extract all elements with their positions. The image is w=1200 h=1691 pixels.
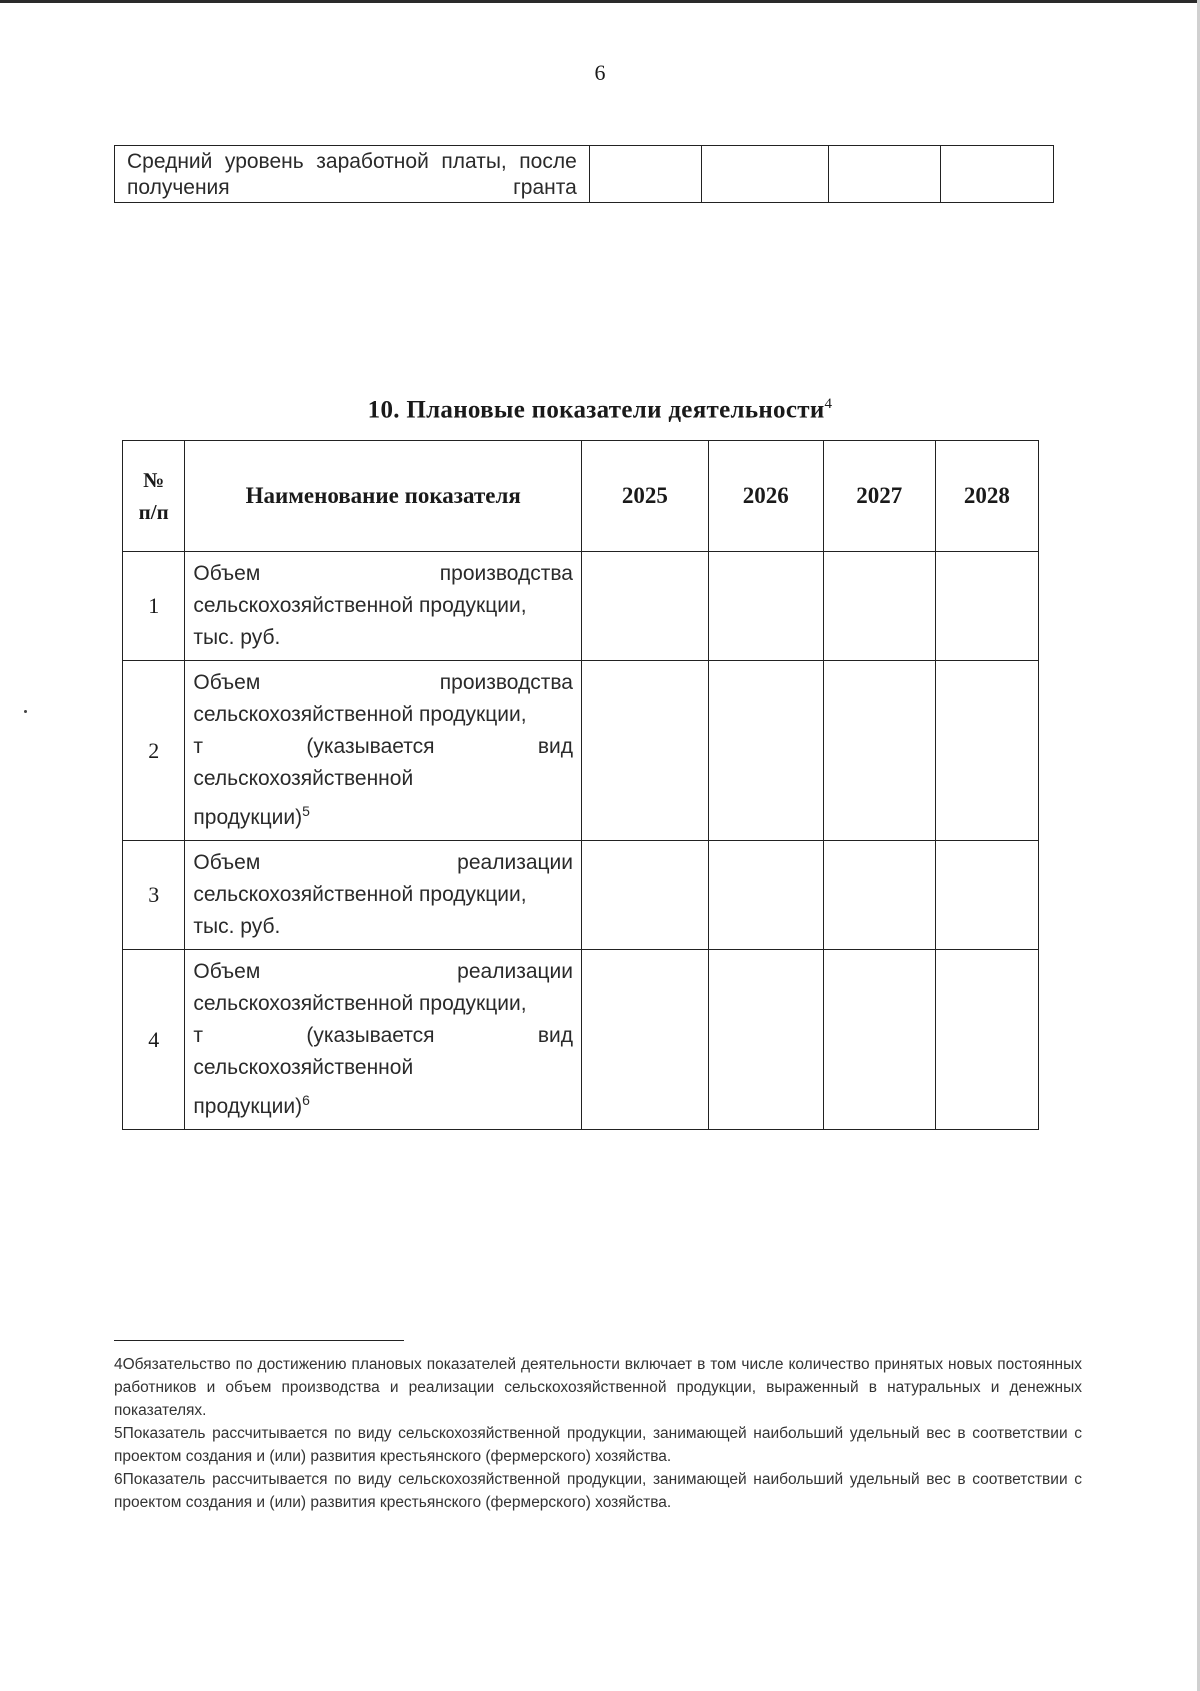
row-number: 3 xyxy=(123,841,185,950)
row-text-line: Объем производства xyxy=(193,562,573,585)
header-name: Наименование показателя xyxy=(185,441,582,552)
footnote-4: 4Обязательство по достижению плановых показателей деятельности включает в том числе количество принятых новых постоянных работников и объем производства и реализации сельскохозяйственной продукции, выраженный в натуральных и денежных показателях. xyxy=(114,1356,1082,1419)
row-indicator-name xyxy=(185,661,582,841)
value-cell-2026 xyxy=(708,841,823,950)
salary-cell-1 xyxy=(589,146,702,203)
row-text-line: сельскохозяйственной продукции, xyxy=(193,703,527,726)
table-row xyxy=(123,841,1039,950)
value-cell-2027 xyxy=(823,950,935,1130)
row-text-line: Объем реализации xyxy=(193,960,573,983)
row-text-line: Объем реализации xyxy=(193,851,573,874)
row-text-line: тыс. руб. xyxy=(193,915,281,938)
value-cell-2027 xyxy=(823,552,935,661)
scan-edge-top xyxy=(0,0,1200,3)
header-year-2026: 2026 xyxy=(708,441,823,552)
row-indicator-name xyxy=(185,841,582,950)
row-text-line xyxy=(193,795,573,834)
row-text-line: сельскохозяйственной xyxy=(193,767,414,790)
value-cell-2026 xyxy=(708,661,823,841)
footnotes xyxy=(114,1353,1082,1514)
value-cell-2026 xyxy=(708,552,823,661)
salary-cell-2 xyxy=(702,146,828,203)
footnote-6: 6Показатель рассчитывается по виду сельскохозяйственной продукции, занимающей наибольший удельный вес в соответствии с проектом создания и (или) развития крестьянского (фермерского) хозяйства. xyxy=(114,1471,1082,1511)
header-number xyxy=(123,441,185,552)
value-cell-2028 xyxy=(935,841,1038,950)
row-text-line: Объем производства xyxy=(193,671,573,694)
value-cell-2025 xyxy=(582,552,709,661)
indicators-table xyxy=(122,440,1039,1130)
salary-table xyxy=(114,145,1054,203)
table-row xyxy=(123,950,1039,1130)
row-text-line: т (указывается вид xyxy=(193,735,573,758)
salary-row xyxy=(115,146,1054,203)
salary-label: Средний уровень заработной платы, после получения гранта xyxy=(115,146,590,203)
table-header-row xyxy=(123,441,1039,552)
row-text-line: тыс. руб. xyxy=(193,626,281,649)
row-text-line: сельскохозяйственной продукции, xyxy=(193,883,527,906)
value-cell-2028 xyxy=(935,950,1038,1130)
row-text-line: т (указывается вид xyxy=(193,1024,573,1047)
table-row xyxy=(123,661,1039,841)
value-cell-2026 xyxy=(708,950,823,1130)
row-indicator-name xyxy=(185,950,582,1130)
header-number-symbol: № xyxy=(143,468,165,492)
header-year-2028: 2028 xyxy=(935,441,1038,552)
footnote-ref: 6 xyxy=(302,1092,310,1108)
page-number: 6 xyxy=(594,60,606,85)
value-cell-2025 xyxy=(582,841,709,950)
value-cell-2027 xyxy=(823,661,935,841)
section-title xyxy=(0,396,1200,424)
row-number: 2 xyxy=(123,661,185,841)
salary-cell-3 xyxy=(828,146,941,203)
scan-speck xyxy=(24,710,27,713)
row-text-line xyxy=(193,1084,573,1123)
row-number: 1 xyxy=(123,552,185,661)
row-text-line-end: продукции) xyxy=(193,1095,303,1118)
row-number: 4 xyxy=(123,950,185,1130)
row-text-line: сельскохозяйственной продукции, xyxy=(193,594,527,617)
value-cell-2027 xyxy=(823,841,935,950)
footnote-5: 5Показатель рассчитывается по виду сельскохозяйственной продукции, занимающей наибольший удельный вес в соответствии с проектом создания и (или) развития крестьянского (фермерского) хозяйства. xyxy=(114,1425,1082,1465)
row-text-line: сельскохозяйственной xyxy=(193,1056,414,1079)
footnote-ref: 5 xyxy=(302,803,310,819)
salary-cell-4 xyxy=(941,146,1054,203)
row-indicator-name xyxy=(185,552,582,661)
value-cell-2025 xyxy=(582,950,709,1130)
value-cell-2028 xyxy=(935,661,1038,841)
section-title-text: 10. Плановые показатели деятельности xyxy=(367,396,825,424)
value-cell-2025 xyxy=(582,661,709,841)
table-row xyxy=(123,552,1039,661)
header-year-2027: 2027 xyxy=(823,441,935,552)
footnote-divider xyxy=(114,1340,404,1341)
section-title-footnote-ref: 4 xyxy=(824,396,833,412)
header-year-2025: 2025 xyxy=(582,441,709,552)
row-text-line: сельскохозяйственной продукции, xyxy=(193,992,527,1015)
row-text-line-end: продукции) xyxy=(193,806,303,829)
value-cell-2028 xyxy=(935,552,1038,661)
header-number-abbr: п/п xyxy=(138,500,169,524)
